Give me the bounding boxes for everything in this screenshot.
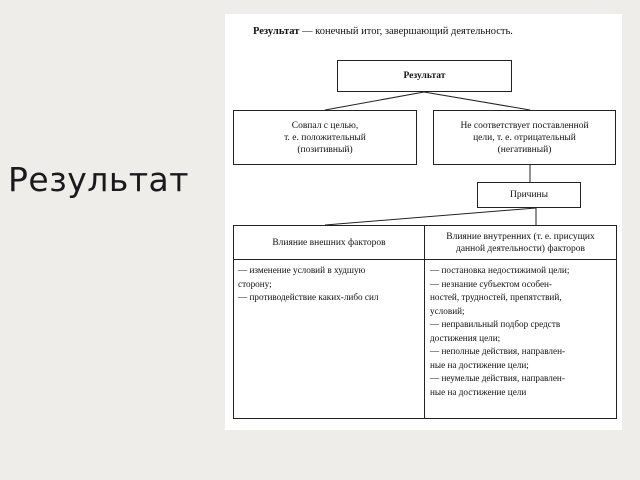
list-item: ные на достижение цели; — [430, 359, 529, 370]
factors-table — [233, 225, 617, 419]
negative-result-box — [433, 110, 616, 165]
list-item: — неполные действия, направлен- — [430, 346, 566, 356]
list-item: — неумелые действия, направлен- — [430, 373, 565, 383]
heading-definition: — конечный итог, завершающий деятельность. — [299, 26, 513, 37]
internal-factors-header — [425, 226, 616, 259]
positive-line-3: (позитивный) — [297, 144, 353, 155]
negative-line-1: Не соответствует поставленной — [460, 120, 589, 131]
positive-result-box — [233, 110, 417, 165]
list-item: сторону; — [238, 278, 272, 289]
slide-title: Результат — [8, 160, 189, 199]
connector-result-positive — [325, 92, 424, 110]
result-box-label: Результат — [403, 71, 446, 81]
connector-causes-external — [325, 208, 536, 225]
list-item: — незнание субъектом особен- — [430, 278, 552, 289]
list-item: условий; — [430, 305, 465, 316]
external-factors-header-text: Влияние внешних факторов — [272, 237, 386, 248]
list-item: достижения цели; — [430, 332, 501, 343]
list-item: — противодействие каких-либо сил — [238, 292, 379, 302]
positive-line-1: Совпал с целью, — [291, 120, 359, 131]
causes-box — [477, 182, 581, 208]
internal-header-line-1: Влияние внутренних (т. е. присущих — [446, 231, 595, 242]
negative-line-2: цели, т. е. отрицательный — [473, 132, 576, 143]
internal-factors-list — [430, 264, 569, 399]
list-item: ные на достижение цели — [430, 386, 527, 397]
connector-result-negative — [424, 92, 530, 110]
list-item: — неправильный подбор средств — [430, 319, 561, 329]
causes-box-label: Причины — [509, 190, 549, 200]
negative-line-3: (негативный) — [497, 144, 552, 155]
list-item: ностей, трудностей, препятствий, — [430, 292, 562, 302]
heading-term: Результат — [253, 26, 300, 37]
external-factors-list — [238, 264, 378, 305]
diagram-image — [225, 14, 622, 430]
table-header-divider — [234, 259, 616, 260]
list-item: — изменение условий в худшую — [238, 265, 366, 275]
list-item: — постановка недостижимой цели; — [430, 265, 570, 275]
positive-line-2: т. е. положительный — [284, 132, 366, 143]
external-factors-header — [234, 226, 424, 259]
internal-header-line-2: данной деятельности) факторов — [456, 243, 585, 254]
